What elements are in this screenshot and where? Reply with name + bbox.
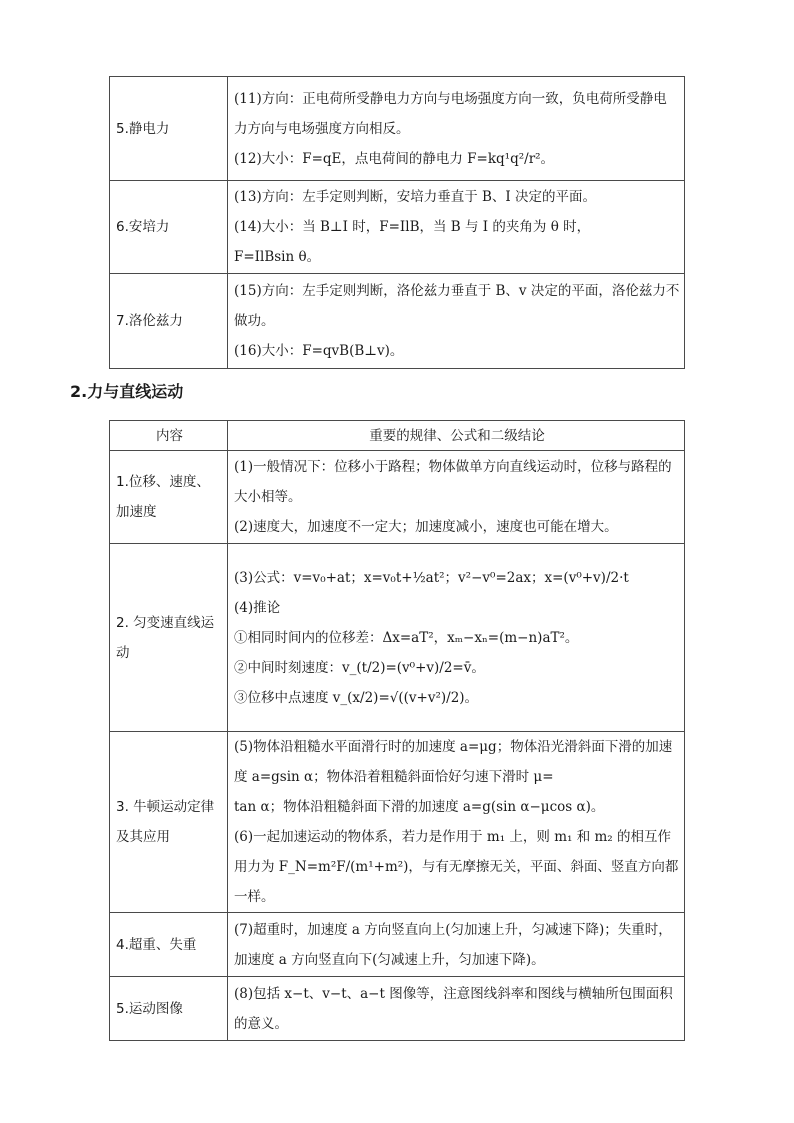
- row-label: 3. 牛顿运动定律及其应用: [110, 732, 228, 913]
- content-line: (4)推论: [234, 599, 281, 616]
- table-row: [110, 77, 685, 181]
- content-line: ①相同时间内的位移差：Δx=aT²，xₘ−xₙ=(m−n)aT²。: [234, 629, 579, 646]
- forces-table: [109, 76, 685, 369]
- content-line: (13)方向：左手定则判断，安培力垂直于 B、I 决定的平面。: [234, 189, 597, 205]
- content-line: (11)方向：正电荷所受静电力方向与电场强度方向一致，负电荷所受静电力方向与电场强度方向相反。: [234, 90, 667, 137]
- section-title: 2.力与直线运动: [70, 382, 184, 401]
- column-header: 重要的规律、公式和二级结论: [228, 421, 685, 451]
- content-line: ③位移中点速度 v_(x/2)=√((v+v²)/2)。: [234, 689, 479, 706]
- row-content: [228, 544, 685, 732]
- row-label: 6.安培力: [110, 181, 228, 274]
- content-line: tan α；物体沿粗糙斜面下滑的加速度 a=g(sin α−μcos α)。: [234, 799, 605, 815]
- row-content: [228, 274, 685, 369]
- content-line: (6)一起加速运动的物体系，若力是作用于 m₁ 上，则 m₁ 和 m₂ 的相互作用力为 F_N=m²F/(m¹+m²)，与有无摩擦无关，平面、斜面、竖直方向都一样。: [234, 829, 679, 905]
- table-row: [110, 913, 685, 977]
- content-line: (15)方向：左手定则判断，洛伦兹力垂直于 B、v 决定的平面，洛伦兹力不做功。: [234, 283, 680, 329]
- row-content: [228, 451, 685, 544]
- table-row: [110, 544, 685, 732]
- content-line: (7)超重时，加速度 a 方向竖直向上(匀加速上升，匀减速下降)；失重时，加速度 a 方向竖直向下(匀减速上升，匀加速下降)。: [234, 921, 672, 968]
- table-row: [110, 451, 685, 544]
- row-content: [228, 913, 685, 977]
- row-content: [228, 77, 685, 181]
- table-row: [110, 181, 685, 274]
- content-line: (2)速度大，加速度不一定大；加速度减小，速度也可能在增大。: [234, 519, 618, 535]
- table-row: [110, 274, 685, 369]
- table-row: [110, 977, 685, 1041]
- row-label: 2. 匀变速直线运动: [110, 544, 228, 732]
- content-line: (3)公式：v=v₀+at；x=v₀t+½at²；v²−v⁰=2ax；x=(v⁰+v)/2·t: [234, 569, 629, 586]
- row-label: 1.位移、速度、加速度: [110, 451, 228, 544]
- table-row: [110, 732, 685, 913]
- linear-motion-table: [109, 420, 685, 1041]
- content-line: (8)包括 x−t、v−t、a−t 图像等，注意图线斜率和图线与横轴所包围面积的意义。: [234, 985, 673, 1032]
- content-line: ②中间时刻速度：v_(t/2)=(v⁰+v)/2=v̄。: [234, 659, 485, 676]
- row-label: 4.超重、失重: [110, 913, 228, 977]
- row-label: 5.静电力: [110, 77, 228, 181]
- content-line: F=IlBsin θ。: [234, 249, 321, 265]
- content-line: (5)物体沿粗糙水平面滑行时的加速度 a=μg；物体沿光滑斜面下滑的加速度 a=gsin α；物体沿着粗糙斜面恰好匀速下滑时 μ=: [234, 739, 673, 785]
- row-content: [228, 977, 685, 1041]
- table-header-row: [110, 421, 685, 451]
- content-line: (12)大小：F=qE，点电荷间的静电力 F=kq¹q²/r²。: [234, 150, 555, 167]
- content-line: (1)一般情况下：位移小于路程；物体做单方向直线运动时，位移与路程的大小相等。: [234, 459, 672, 505]
- row-content: [228, 181, 685, 274]
- content-line: (16)大小：F=qvB(B⊥v)。: [234, 343, 404, 359]
- row-label: 7.洛伦兹力: [110, 274, 228, 369]
- row-content: [228, 732, 685, 913]
- row-label: 5.运动图像: [110, 977, 228, 1041]
- column-header: 内容: [110, 421, 228, 451]
- content-line: (14)大小：当 B⊥I 时，F=IlB，当 B 与 I 的夹角为 θ 时，: [234, 219, 591, 235]
